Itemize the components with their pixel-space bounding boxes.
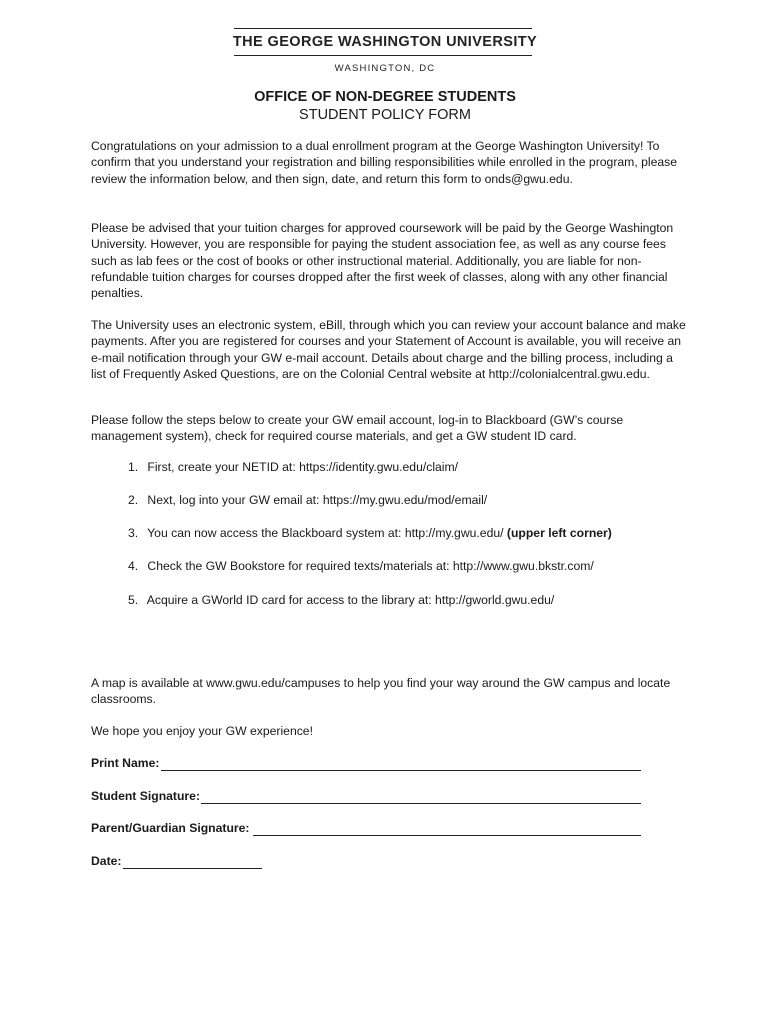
step-text: Acquire a GWorld ID card for access to the library at: http://gworld.gwu.edu/	[146, 593, 555, 607]
step-number: 5.	[128, 593, 139, 607]
guardian-signature-field[interactable]	[91, 821, 641, 839]
step-item	[128, 558, 688, 574]
student-signature-line[interactable]	[201, 803, 641, 804]
congratulations-paragraph: Congratulations on your admission to a dual enrollment program at the George Washington University! To confirm that you understand your registration and billing responsibilities while enrolled in the program, please review the information below, and then sign, date, and return this form to onds@gwu.edu.	[91, 139, 677, 186]
university-name: THE GEORGE WASHINGTON UNIVERSITY	[232, 34, 538, 50]
tuition-paragraph: Please be advised that your tuition charges for approved coursework will be paid by the George Washington University. However, you are responsible for paying the student association fee, as well as any course fees such as lab fees or the cost of books or other instructional material. Additionally, you are liable for non-refundable tuition charges for courses dropped after the first week of classes, along with any other financial penalties.	[91, 221, 674, 301]
step-item	[128, 459, 688, 475]
date-label: Date:	[91, 854, 122, 868]
office-title: OFFICE OF NON-DEGREE STUDENTS	[254, 89, 516, 105]
ebill-paragraph: The University uses an electronic system, eBill, through which you can review your account balance and make payments. After you are registered for courses and your Statement of Account is available, you will receive an e-mail notification through your GW e-mail account. Details about charge and the billing process, including a list of Frequently Asked Questions, are on the Colonial Central website at http://colonialcentral.gwu.edu.	[91, 318, 686, 381]
step-text: Check the GW Bookstore for required texts/materials at: http://www.gwu.bkstr.com/	[147, 559, 594, 573]
print-name-field[interactable]	[91, 756, 641, 774]
step-number: 3.	[128, 526, 139, 540]
step-number: 1.	[128, 460, 139, 474]
print-name-line[interactable]	[161, 770, 641, 771]
step-text: Next, log into your GW email at: https://my.gwu.edu/mod/email/	[147, 493, 488, 507]
print-name-label: Print Name:	[91, 756, 160, 770]
closing-line: We hope you enjoy your GW experience!	[91, 724, 313, 738]
step-number: 4.	[128, 559, 139, 573]
form-title: STUDENT POLICY FORM	[299, 107, 471, 123]
step-text: First, create your NETID at: https://identity.gwu.edu/claim/	[147, 460, 459, 474]
university-city: WASHINGTON, DC	[334, 63, 436, 74]
date-field[interactable]	[91, 854, 262, 872]
map-paragraph: A map is available at www.gwu.edu/campuses to help you find your way around the GW campus and locate classrooms.	[91, 676, 671, 707]
letterhead-middle-rule	[234, 55, 532, 56]
steps-intro-paragraph: Please follow the steps below to create your GW email account, log-in to Blackboard (GW’s course management system), check for required course materials, and get a GW student ID card.	[91, 413, 624, 444]
date-line[interactable]	[123, 868, 262, 869]
letterhead-top-rule	[234, 28, 532, 29]
student-signature-field[interactable]	[91, 789, 641, 807]
guardian-signature-line[interactable]	[253, 835, 641, 836]
guardian-signature-label: Parent/Guardian Signature:	[91, 821, 250, 835]
step-text: You can now access the Blackboard system at: http://my.gwu.edu/	[147, 526, 504, 540]
step-emphasis: (upper left corner)	[506, 526, 612, 540]
step-number: 2.	[128, 493, 139, 507]
student-signature-label: Student Signature:	[91, 789, 201, 803]
step-item	[128, 492, 688, 508]
step-item	[128, 525, 688, 541]
step-item	[128, 592, 688, 608]
